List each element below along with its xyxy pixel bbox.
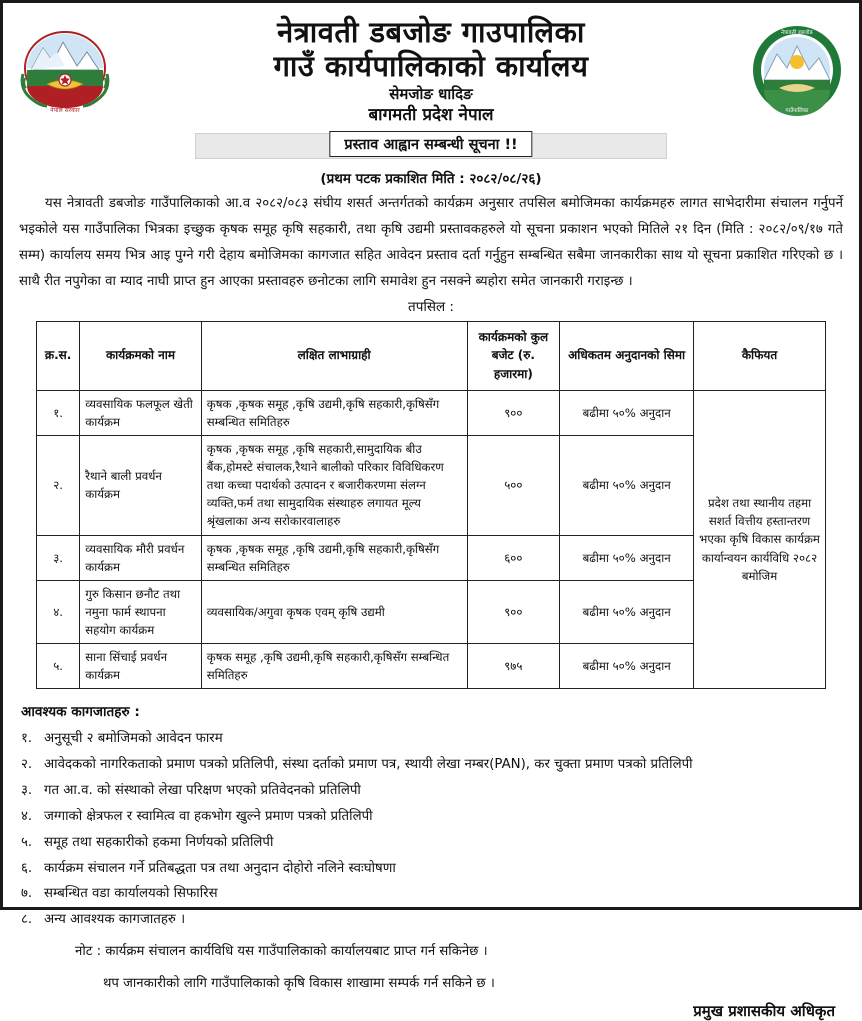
th-remark: कैफियत bbox=[694, 321, 826, 390]
list-item-number: ५. bbox=[21, 834, 33, 850]
th-max-grant: अधिकतम अनुदानको सिमा bbox=[560, 321, 694, 390]
table-header-row bbox=[37, 321, 826, 390]
cell-program-name: गुरु किसान छनौट तथा नमुना फार्म स्थापना सहयोग कार्यक्रम bbox=[80, 580, 202, 643]
svg-text:नेपाल सरकार: नेपाल सरकार bbox=[50, 107, 80, 115]
cell-sn: २. bbox=[37, 435, 80, 535]
cell-max-grant: बढीमा ५०% अनुदान bbox=[560, 390, 694, 435]
note-secondary: थप जानकारीको लागि गाउँपालिकाको कृषि विकास शाखामा सम्पर्क गर्न सकिने छ । bbox=[103, 976, 495, 991]
notice-banner-title: प्रस्ताव आह्वान सम्बन्धी सूचना !! bbox=[329, 131, 532, 157]
th-target-beneficiary: लक्षित लाभाग्राही bbox=[201, 321, 467, 390]
nepal-government-emblem-icon bbox=[17, 22, 113, 118]
office-name: गाउँ कार्यपालिकाको कार्यालय bbox=[273, 49, 589, 84]
cell-budget: ५०० bbox=[467, 435, 560, 535]
cell-sn: ४. bbox=[37, 580, 80, 643]
list-item-number: ८. bbox=[21, 912, 33, 928]
note-primary: नोट : कार्यक्रम संचालन कार्यविधि यस गाउँपालिकाको कार्यालयबाट प्राप्त गर्न सकिनेछ । bbox=[75, 944, 488, 960]
taps-label: तपसिल : bbox=[408, 298, 454, 315]
list-item-text: अन्य आवश्यक कागजातहरु । bbox=[44, 912, 186, 928]
list-item-number: ७. bbox=[21, 886, 33, 902]
list-item bbox=[21, 907, 845, 933]
office-location: सेमजोङ धादिङ bbox=[389, 85, 473, 104]
cell-target: व्यवसायिक/अगुवा कृषक एवम् कृषि उद्यमी bbox=[201, 580, 467, 643]
cell-max-grant: बढीमा ५०% अनुदान bbox=[560, 535, 694, 580]
cell-budget: ६०० bbox=[467, 535, 560, 580]
cell-target: कृषक समूह ,कृषि उद्यमी,कृषि सहकारी,कृषिसँग सम्बन्धित समितिहरु bbox=[201, 644, 467, 689]
list-item-text: जग्गाको क्षेत्रफल र स्वामित्व वा हकभोग खुल्ने प्रमाण पत्रको प्रतिलिपी bbox=[44, 808, 373, 824]
list-item-text: गत आ.व. को संस्थाको लेखा परिक्षण भएको प्रतिवेदनको प्रतिलिपी bbox=[44, 782, 361, 798]
list-item bbox=[21, 856, 845, 882]
list-item bbox=[21, 881, 845, 907]
header-titles bbox=[123, 15, 739, 125]
cell-budget: ९७५ bbox=[467, 644, 560, 689]
cell-sn: १. bbox=[37, 390, 80, 435]
list-item-number: २. bbox=[21, 756, 33, 772]
cell-remark: प्रदेश तथा स्थानीय तहमा सशर्त वित्तीय हस्तान्तरण भएका कृषि विकास कार्यक्रम कार्यान्वयन कार्यविधि २०८२ बमोजिम bbox=[694, 390, 826, 689]
cell-max-grant: बढीमा ५०% अनुदान bbox=[560, 580, 694, 643]
cell-program-name: रैथाने बाली प्रवर्धन कार्यक्रम bbox=[80, 435, 202, 535]
cell-sn: ३. bbox=[37, 535, 80, 580]
list-item-number: ६. bbox=[21, 860, 33, 876]
list-item bbox=[21, 830, 845, 856]
province-name: बागमती प्रदेश नेपाल bbox=[368, 105, 494, 126]
program-table bbox=[36, 321, 826, 690]
list-item-text: अनुसूची २ बमोजिमको आवेदन फारम bbox=[44, 730, 223, 746]
required-documents bbox=[21, 699, 845, 933]
list-item bbox=[21, 804, 845, 830]
cell-target: कृषक ,कृषक समूह ,कृषि उद्यमी,कृषि सहकारी,कृषिसँग सम्बन्धित समितिहरु bbox=[201, 535, 467, 580]
th-program-name: कार्यक्रमको नाम bbox=[80, 321, 202, 390]
table-row bbox=[37, 390, 826, 435]
list-item bbox=[21, 778, 845, 804]
th-sn: क्र.स. bbox=[37, 321, 80, 390]
cell-sn: ५. bbox=[37, 644, 80, 689]
cell-max-grant: बढीमा ५०% अनुदान bbox=[560, 435, 694, 535]
document-header bbox=[17, 9, 845, 125]
list-item bbox=[21, 726, 845, 752]
th-total-budget: कार्यक्रमको कुल बजेट (रु. हजारमा) bbox=[467, 321, 560, 390]
signature-authority: प्रमुख प्रशासकीय अधिकृत bbox=[693, 1001, 835, 1020]
municipality-name: नेत्रावती डबजोङ गाउपालिका bbox=[277, 15, 585, 49]
list-item-number: १. bbox=[21, 730, 33, 746]
notice-body bbox=[17, 191, 845, 295]
cell-program-name: व्यवसायिक मौरी प्रवर्धन कार्यक्रम bbox=[80, 535, 202, 580]
list-item bbox=[21, 752, 845, 778]
notice-body-text: यस नेत्रावती डबजोङ गाउँपालिकाको आ.व २०८२/०८३ संघीय शसर्त अन्तर्गतको कार्यक्रम अनुसार तपसिल बमोजिमका कार्यक्रमहरु लागत साभेदारीमा संचालन गर्नुपर्ने भइ‍कोले यस गाउँपालिका भित्रका इच्छुक कृषक समूह कृषि सहकारी, तथा कृषि उद्यमी प्रस्तावकहरुले यो सूचना प्रकाशन भएको मितिले २१ दिन (मिति : २०८२/०९/१७ गते सम्म) कार्यालय समय भित्र आइ पुग्ने गरी देहाय बमोजिमका कागजात सहित आवेदन प्रस्ताव दर्ता गर्नुहुन सम्बन्धित सबैमा जानकारीका साथ यो सूचना प्रकाशित गरिएको छ । साथै रीत नपुगेका वा म्याद नाघी प्राप्त हुन आएका प्रस्तावहरु छनोटका लागि समावेश हुन नसक्ने ब्यहोरा समेत जानकारी गराइन्छ । bbox=[19, 196, 843, 289]
cell-budget: ९०० bbox=[467, 580, 560, 643]
cell-budget: ९०० bbox=[467, 390, 560, 435]
cell-target: कृषक ,कृषक समूह ,कृषि उद्यमी,कृषि सहकारी,कृषिसँग सम्बन्धित समितिहरु bbox=[201, 390, 467, 435]
publication-date: (प्रथम पटक प्रकाशित मिति : २०८२/०८/२६) bbox=[320, 171, 542, 188]
svg-text:गाउँपालिका: गाउँपालिका bbox=[785, 108, 809, 115]
list-item-text: समूह तथा सहकारीको हकमा निर्णयको प्रतिलिपी bbox=[44, 834, 274, 850]
cell-max-grant: बढीमा ५०% अनुदान bbox=[560, 644, 694, 689]
municipality-logo-icon bbox=[749, 22, 845, 118]
list-item-text: आवेदकको नागरिकताको प्रमाण पत्रको प्रतिलिपी, संस्था दर्ताको प्रमाण पत्र, स्थायी लेखा नम्बर(PAN), कर चुक्ता प्रमाण पत्रको प्रतिलिपी bbox=[44, 756, 693, 772]
cell-program-name: व्यवसायिक फलफूल खेती कार्यक्रम bbox=[80, 390, 202, 435]
notice-banner bbox=[195, 133, 667, 159]
list-item-number: ३. bbox=[21, 782, 33, 798]
list-item-text: सम्बन्धित वडा कार्यालयको सिफारिस bbox=[44, 886, 218, 902]
required-documents-title: आवश्यक कागजातहरु : bbox=[21, 704, 140, 721]
cell-program-name: साना सिंचाई प्रवर्धन कार्यक्रम bbox=[80, 644, 202, 689]
cell-target: कृषक ,कृषक समूह ,कृषि सहकारी,सामुदायिक बीउ बैंक,होमस्टे संचालक,रैथाने बालीको परिकार विविधिकरण तथा कच्चा पदार्थको उत्पादन र बजारीकरणमा संलग्न व्यक्ति,फर्म तथा सामुदायिक संस्थाहरु लगायत मूल्य श्रृंखलाका अन्य सरोकारवालाहरु bbox=[201, 435, 467, 535]
list-item-number: ४. bbox=[21, 808, 33, 824]
svg-text:नेत्रावती डबजोङ: नेत्रावती डबजोङ bbox=[781, 30, 813, 37]
list-item-text: कार्यक्रम संचालन गर्ने प्रतिबद्धता पत्र तथा अनुदान दोहोरो नलिने स्वःघोषणा bbox=[44, 860, 396, 876]
